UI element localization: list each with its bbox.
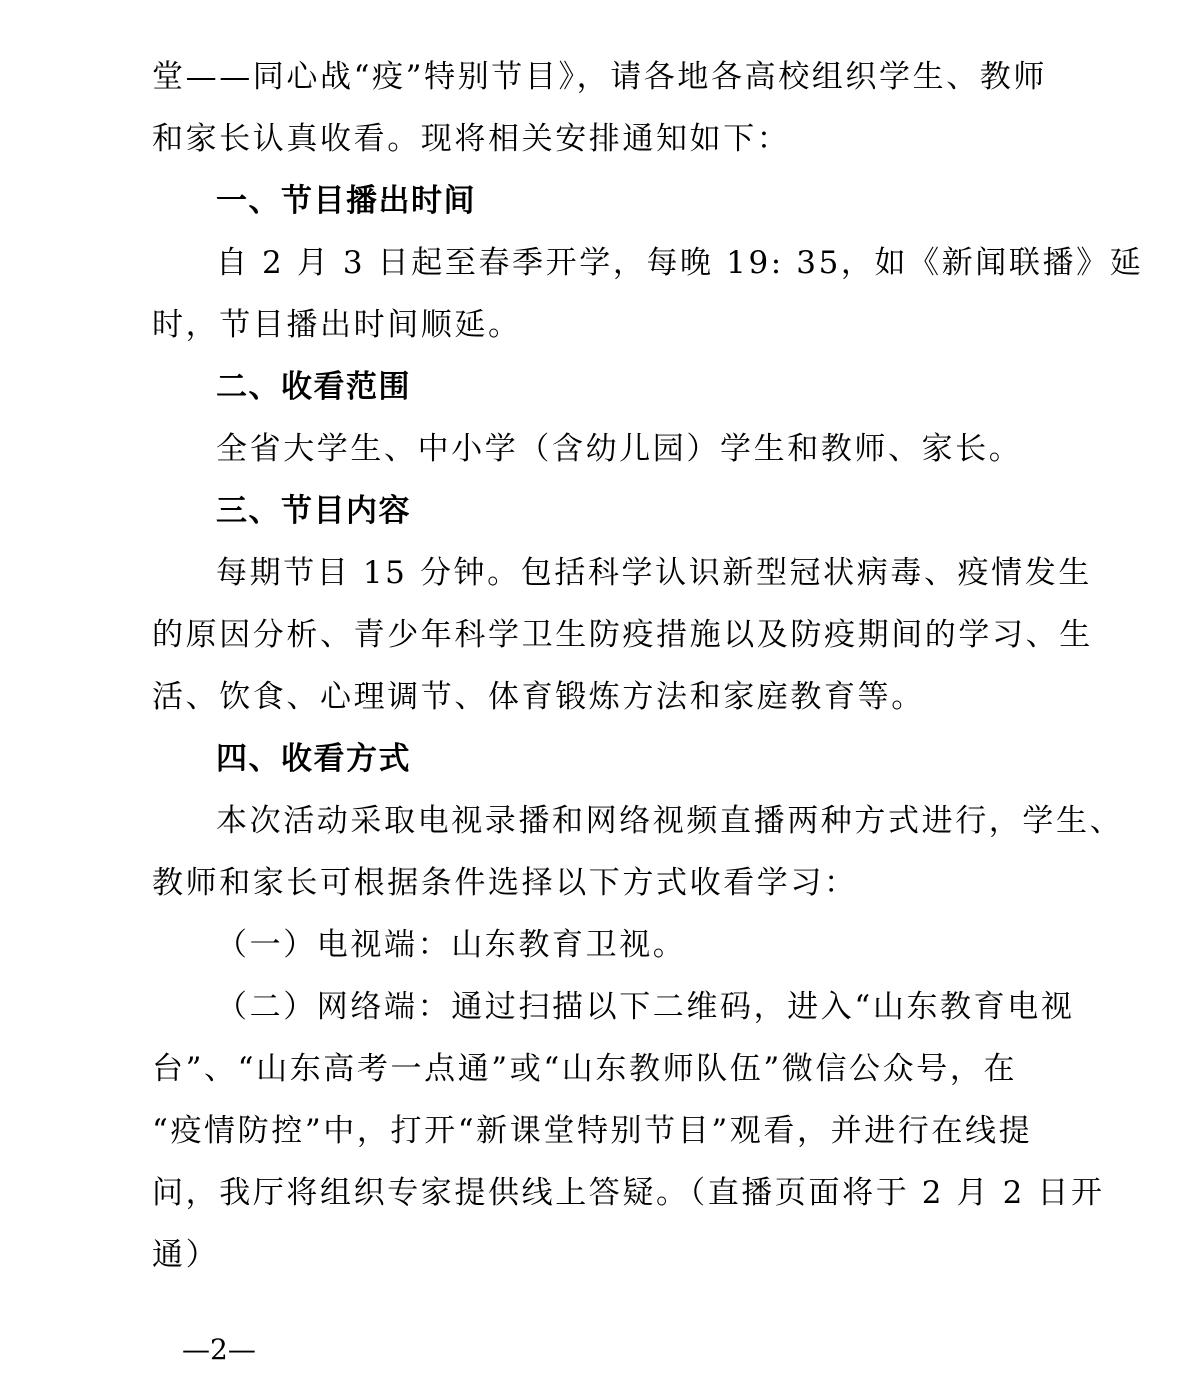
paragraph-line: 时，节目播出时间顺延。 [152,307,522,343]
paragraph-line: （一）电视端：山东教育卫视。 [216,927,687,963]
paragraph-line: 和家长认真收看。现将相关安排通知如下： [152,121,791,157]
section-heading: 三、节目内容 [216,493,411,529]
paragraph-line: 自 2 月 3 日起至春季开学，每晚 19: 35，如《新闻联播》延 [216,245,1144,281]
paragraph-line: “疫情防控”中，打开“新课堂特别节目”观看，并进行在线提 [152,1113,1033,1149]
paragraph-line: 的原因分析、青少年科学卫生防疫措施以及防疫期间的学习、生 [152,617,1093,653]
section-heading: 一、节目播出时间 [216,183,476,219]
paragraph-line: 每期节目 15 分钟。包括科学认识新型冠状病毒、疫情发生 [216,555,1092,591]
paragraph-line: 教师和家长可根据条件选择以下方式收看学习： [152,865,858,901]
page-number: —2— [182,1333,256,1366]
paragraph-line: 全省大学生、中小学（含幼儿园）学生和教师、家长。 [216,431,1023,467]
paragraph-line: 本次活动采取电视录播和网络视频直播两种方式进行，学生、 [216,803,1124,839]
section-heading: 二、收看范围 [216,369,411,405]
paragraph-line: 台”、“山东高考一点通”或“山东教师队伍”微信公众号，在 [152,1051,1018,1087]
paragraph-line: 问，我厅将组织专家提供线上答疑。（直播页面将于 2 月 2 日开 [152,1175,1105,1211]
paragraph-line: 活、饮食、心理调节、体育锻炼方法和家庭教育等。 [152,679,925,715]
paragraph-line: 通） [152,1237,220,1273]
paragraph-line: 堂——同心战“疫”特别节目》，请各地各高校组织学生、教师 [152,59,1047,95]
paragraph-line: （二）网络端：通过扫描以下二维码，进入“山东教育电视 [216,989,1075,1025]
section-heading: 四、收看方式 [216,741,411,777]
